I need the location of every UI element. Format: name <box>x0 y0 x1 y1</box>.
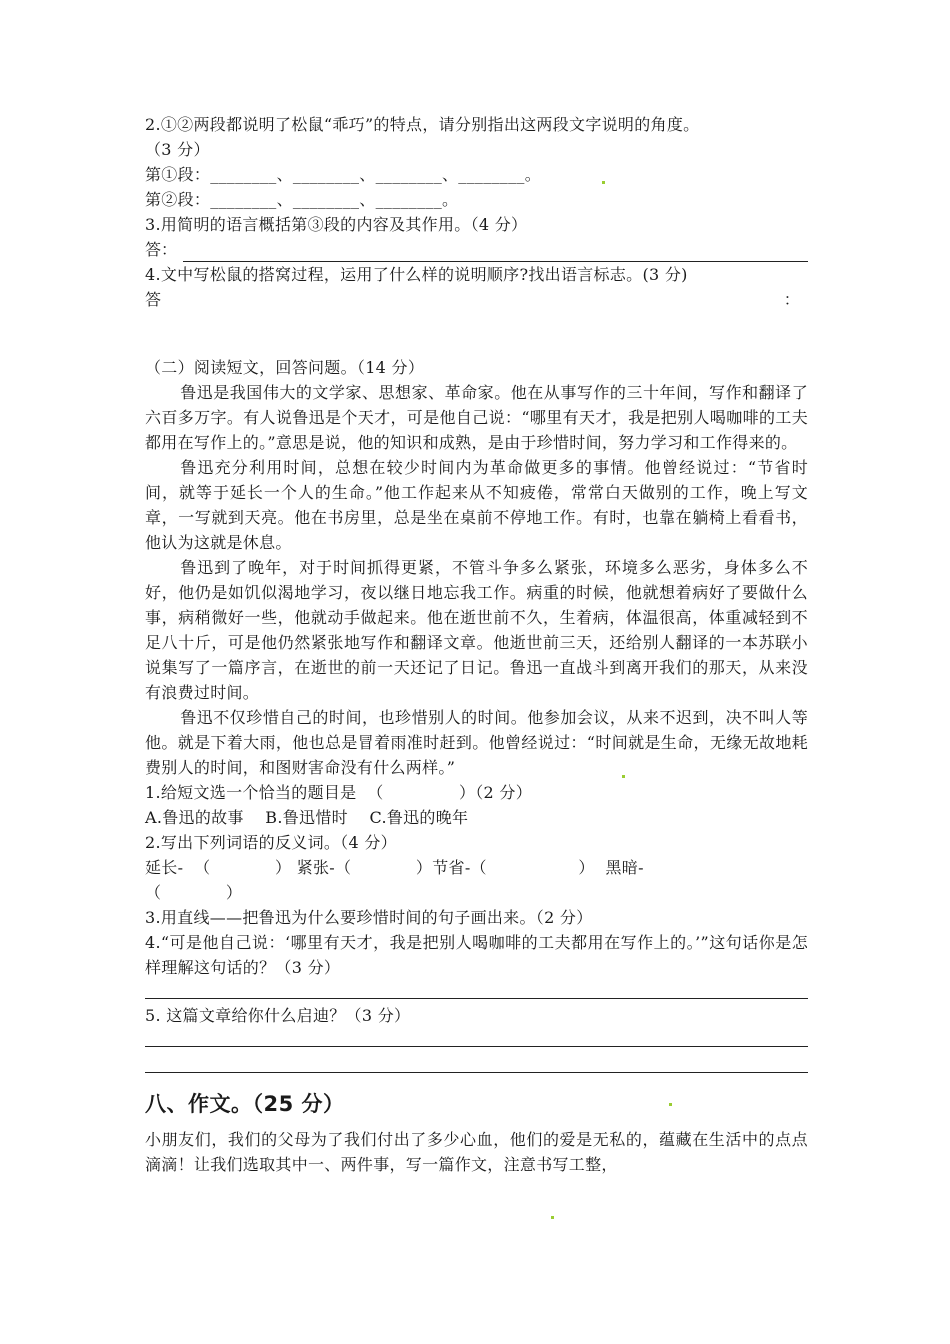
passage-paragraph-2: 鲁迅充分利用时间，总想在较少时间内为革命做更多的事情。他曾经说过：“节省时间，就等于延长一个人的生命。”他工作起来从不知疲倦，常常白天做别的工作，晚上写文章，一写就到天亮。他在书房里，总是坐在桌前不停地工作。有时，也靠在躺椅上看看书，他认为这就是休息。 <box>145 458 808 552</box>
passage-paragraph-1: 鲁迅是我国伟大的文学家、思想家、革命家。他在从事写作的三十年间，写作和翻译了六百多万字。有人说鲁迅是个天才，可是他自己说：“哪里有天才，我是把别人喝咖啡的工夫都用在写作上的。”意思是说，他的知识和成熟，是由于珍惜时间，努力学习和工作得来的。 <box>145 383 808 452</box>
s2-q2-words-2: （ ） <box>145 883 243 902</box>
s2-q4: 4.“可是他自己说：‘哪里有天才，我是把别人喝咖啡的工夫都用在写作上的。’”这句话你是怎样理解这句话的？（3 分） <box>145 933 808 977</box>
s2-q3: 3.用直线——把鲁迅为什么要珍惜时间的句子画出来。（2 分） <box>145 908 593 927</box>
s2-q5: 5. 这篇文章给你什么启迪？（3 分） <box>145 1006 411 1025</box>
q3: 3.用简明的语言概括第③段的内容及其作用。（4 分） <box>145 215 528 234</box>
s2-q1: 1.给短文选一个恰当的题目是 （ ）（2 分） <box>145 783 533 802</box>
q2-para2: 第②段：________、________、________。 <box>145 190 459 209</box>
s2-q2-words-1: 延长- （ ） 紧张-（ ）节省-（ ） 黑暗- <box>145 858 644 877</box>
passage-paragraph-4: 鲁迅不仅珍惜自己的时间，也珍惜别人的时间。他参加会议，从来不迟到，决不叫人等他。就是下着大雨，他也总是冒着雨准时赶到。他曾经说过：“时间就是生命，无缘无故地耗费别人的时间，和图财害命没有什么两样。” <box>145 708 808 777</box>
exam-page <box>145 112 808 1177</box>
q4: 4.文中写松鼠的搭窝过程，运用了什么样的说明顺序?找出语言标志。(3 分) <box>145 265 688 284</box>
q2-line1: 2.①②两段都说明了松鼠“乖巧”的特点，请分别指出这两段文字说明的角度。 <box>145 115 700 134</box>
q3-answer-label: 答： <box>145 240 178 259</box>
composition-heading: 八、作文。（25 分） <box>145 1092 345 1116</box>
passage-paragraph-3: 鲁迅到了晚年，对于时间抓得更紧，不管斗争多么紧张，环境多么恶劣，身体多么不好，他仍是如饥似渴地学习，夜以继日地忘我工作。病重的时候，他就想着病好了要做什么事，病稍微好一些，他就动手做起来。他在逝世前不久，生着病，体温很高，体重减轻到不足八十斤，可是他仍然紧张地写作和翻译文章。他逝世前三天，还给别人翻译的一本苏联小说集写了一篇序言，在逝世的前一天还记了日记。鲁迅一直战斗到离开我们的那天，从来没有浪费过时间。 <box>145 558 808 702</box>
section2-title: （二）阅读短文，回答问题。（14 分） <box>145 358 425 377</box>
marker-dot <box>602 181 605 184</box>
s2-q1-options: A.鲁迅的故事 B.鲁迅惜时 C.鲁迅的晚年 <box>145 808 469 827</box>
q2-para1: 第①段：________、________、________、________。 <box>145 165 541 184</box>
marker-dot <box>622 775 625 778</box>
marker-dot <box>669 1103 672 1106</box>
q4-answer-row[interactable] <box>145 287 808 312</box>
q2-score: （3 分） <box>145 140 210 159</box>
composition-text: 小朋友们，我们的父母为了我们付出了多少心血，他们的爱是无私的，蕴藏在生活中的点点滴滴！让我们选取其中一、两件事，写一篇作文，注意书写工整， <box>145 1130 808 1174</box>
q3-answer-row[interactable] <box>145 237 808 262</box>
q4-answer-label: 答 <box>145 290 162 309</box>
marker-dot <box>551 1216 554 1219</box>
s2-q2: 2.写出下列词语的反义词。（4 分） <box>145 833 397 852</box>
q3-answer-line[interactable] <box>183 243 808 262</box>
q4-answer-colon: ： <box>783 290 800 309</box>
